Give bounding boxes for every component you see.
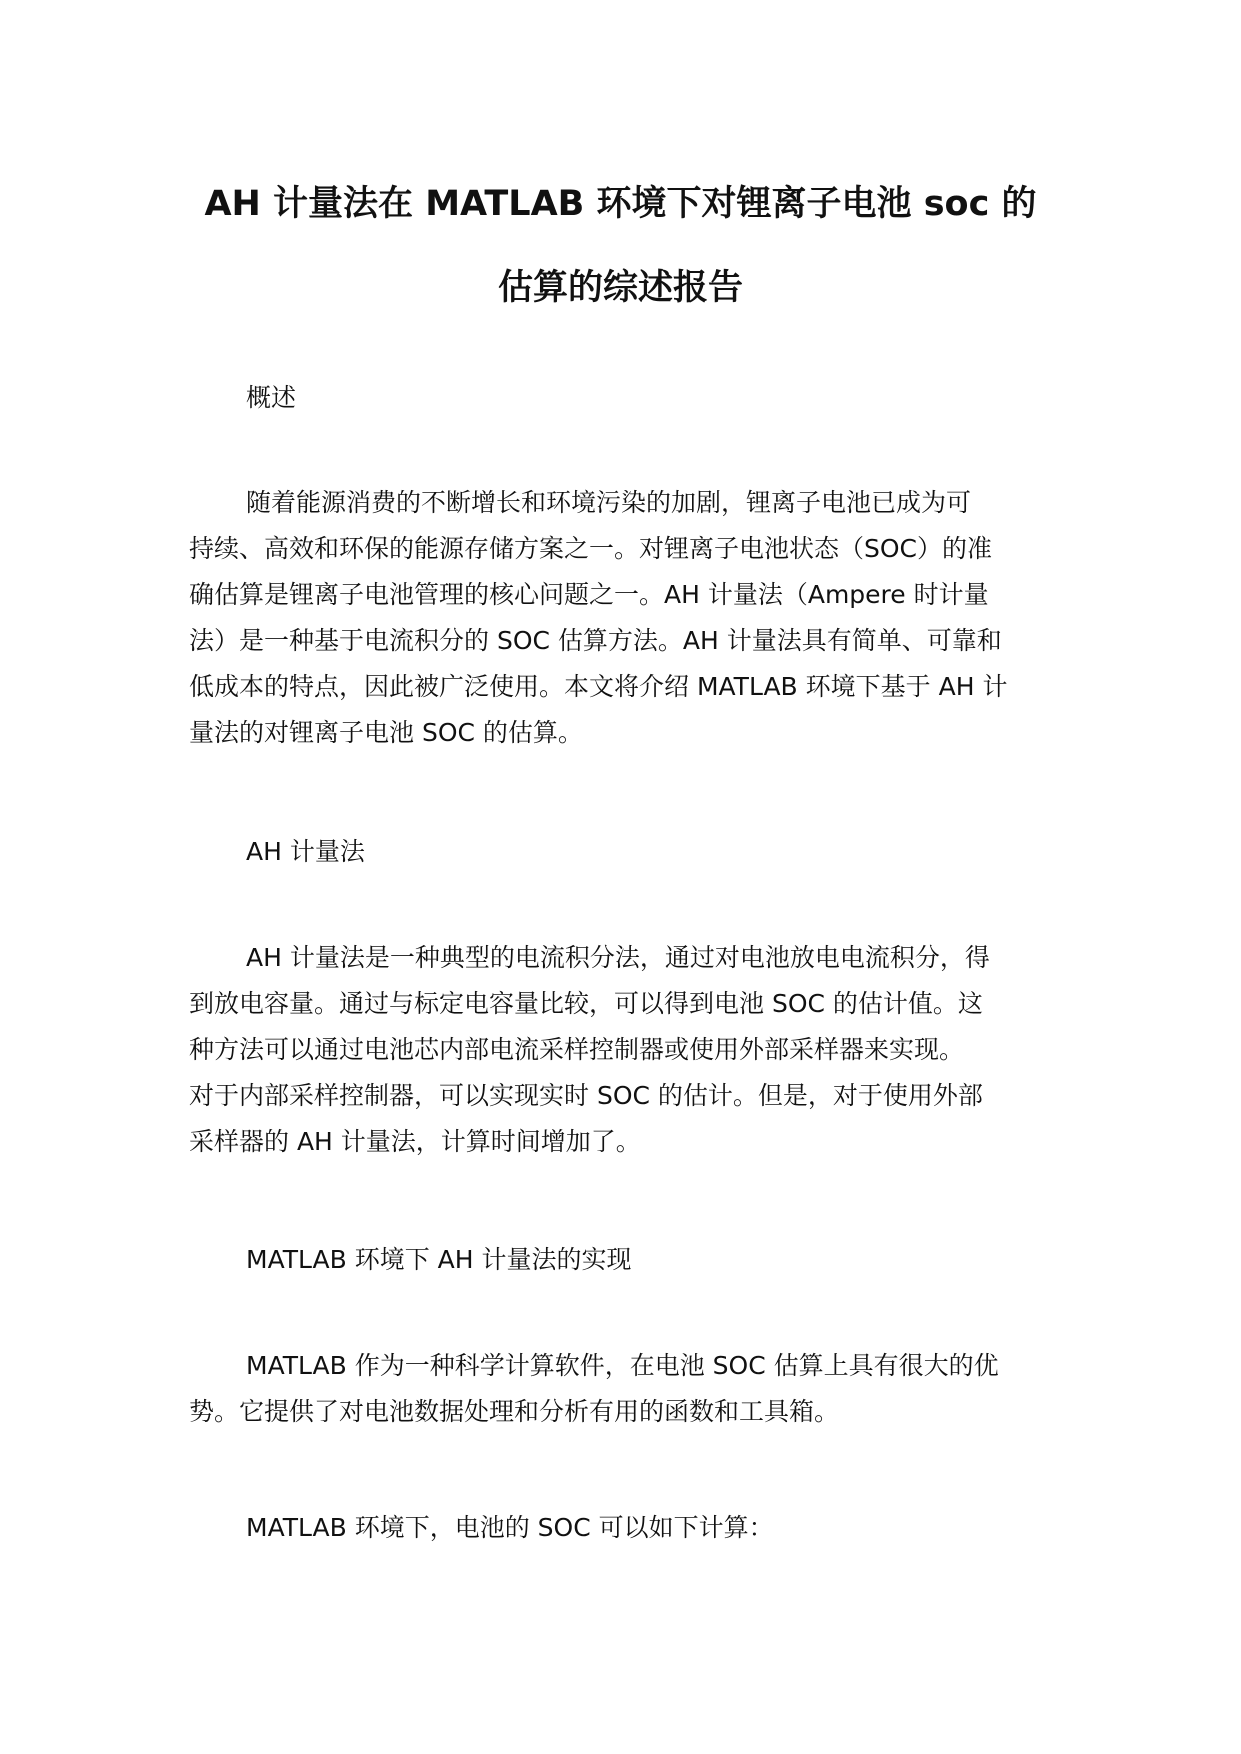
paragraph-line: 随着能源消费的不断增长和环境污染的加剧，锂离子电池已成为可 [246,488,972,517]
paragraph-line: AH 计量法是一种典型的电流积分法，通过对电池放电电流积分，得 [246,943,990,972]
paragraph-line: 法）是一种基于电流积分的 SOC 估算方法。AH 计量法具有简单、可靠和 [189,626,1002,655]
paragraph-line: MATLAB 作为一种科学计算软件，在电池 SOC 估算上具有很大的优 [246,1351,999,1380]
paragraph-line: 低成本的特点，因此被广泛使用。本文将介绍 MATLAB 环境下基于 AH 计 [189,672,1008,701]
paragraph-line: 对于内部采样控制器，可以实现实时 SOC 的估计。但是，对于使用外部 [189,1081,983,1110]
section-heading-ah-method: AH 计量法 [246,837,365,866]
paragraph-line: 种方法可以通过电池芯内部电流采样控制器或使用外部采样器来实现。 [189,1035,965,1064]
section-heading-matlab: MATLAB 环境下 AH 计量法的实现 [246,1245,632,1274]
section-heading-overview: 概述 [246,383,297,412]
paragraph-line: 量法的对锂离子电池 SOC 的估算。 [189,718,583,747]
paragraph-line: 持续、高效和环保的能源存储方案之一。对锂离子电池状态（SOC）的准 [189,534,993,563]
document-title-line-2: 估算的综述报告 [497,268,743,308]
document-title-line-1: AH 计量法在 MATLAB 环境下对锂离子电池 soc 的 [204,184,1037,224]
paragraph-line: MATLAB 环境下，电池的 SOC 可以如下计算： [246,1513,774,1542]
paragraph-line: 采样器的 AH 计量法，计算时间增加了。 [189,1127,641,1156]
paragraph-line: 势。它提供了对电池数据处理和分析有用的函数和工具箱。 [189,1397,840,1426]
paragraph-line: 到放电容量。通过与标定电容量比较，可以得到电池 SOC 的估计值。这 [189,989,983,1018]
paragraph-line: 确估算是锂离子电池管理的核心问题之一。AH 计量法（Ampere 时计量 [189,580,989,609]
